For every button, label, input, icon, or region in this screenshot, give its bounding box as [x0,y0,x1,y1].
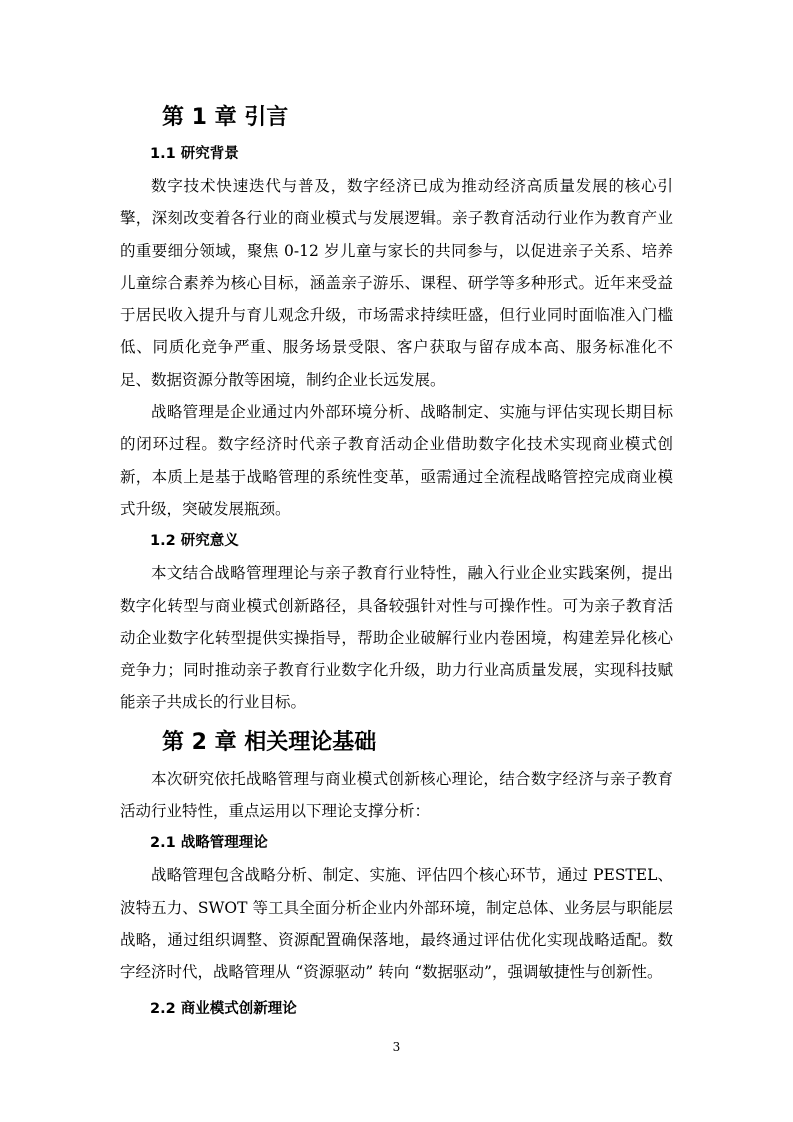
section-2-1-paragraph-1: 战略管理包含战略分析、制定、实施、评估四个核心环节，通过 PESTEL、波特五力、SWOT 等工具全面分析企业内外部环境，制定总体、业务层与职能层战略，通过组织调整、资源配置确保落地，最终通过评估优化实现战略适配。数字经济时代，战略管理从 “资源驱动” 转向 “数据驱动”，强调敏捷性与创新性。 [120,866,673,982]
section-1-1-title: 1.1 研究背景 [150,146,239,162]
chapter-2-title: 第 2 章 相关理论基础 [162,729,377,755]
section-1-2-paragraph-1: 本文结合战略管理理论与亲子教育行业特性，融入行业企业实践案例，提出数字化转型与商业模式创新路径，具备较强针对性与可操作性。可为亲子教育活动企业数字化转型提供实操指导，帮助企业破解行业内卷困境，构建差异化核心竞争力；同时推动亲子教育行业数字化升级，助力行业高质量发展，实现科技赋能亲子共成长的行业目标。 [120,564,673,712]
section-2-1-title: 2.1 战略管理理论 [150,835,268,852]
section-2-2-title: 2.2 商业模式创新理论 [150,1000,297,1017]
section-1-1-paragraph-2: 战略管理是企业通过内外部环境分析、战略制定、实施与评估实现长期目标的闭环过程。数字经济时代亲子教育活动企业借助数字化技术实现商业模式创新，本质上是基于战略管理的系统性变革，亟需通过全流程战略管控完成商业模式升级，突破发展瓶颈。 [120,403,673,518]
section-1-2-title: 1.2 研究意义 [150,533,239,550]
page-number: 3 [392,1040,401,1054]
chapter-1-title: 第 1 章 引言 [162,105,289,130]
page-content [120,98,673,1025]
chapter-2-intro: 本次研究依托战略管理与商业模式创新核心理论，结合数字经济与亲子教育活动行业特性，重点运用以下理论支撑分析： [120,769,673,821]
section-1-1-paragraph-1: 数字技术快速迭代与普及，数字经济已成为推动经济高质量发展的核心引擎，深刻改变着各行业的商业模式与发展逻辑。亲子教育活动行业作为教育产业的重要细分领域，聚焦 0-12 岁儿童与家长的共同参与，以促进亲子关系、培养儿童综合素养为核心目标，涵盖亲子游乐、课程、研学等多种形式。近年来受益于居民收入提升与育儿观念升级，市场需求持续旺盛，但行业同时面临准入门槛低、同质化竞争严重、服务场景受限、客户获取与留存成本高、服务标准化不足、数据资源分散等困境，制约企业长远发展。 [120,177,673,389]
